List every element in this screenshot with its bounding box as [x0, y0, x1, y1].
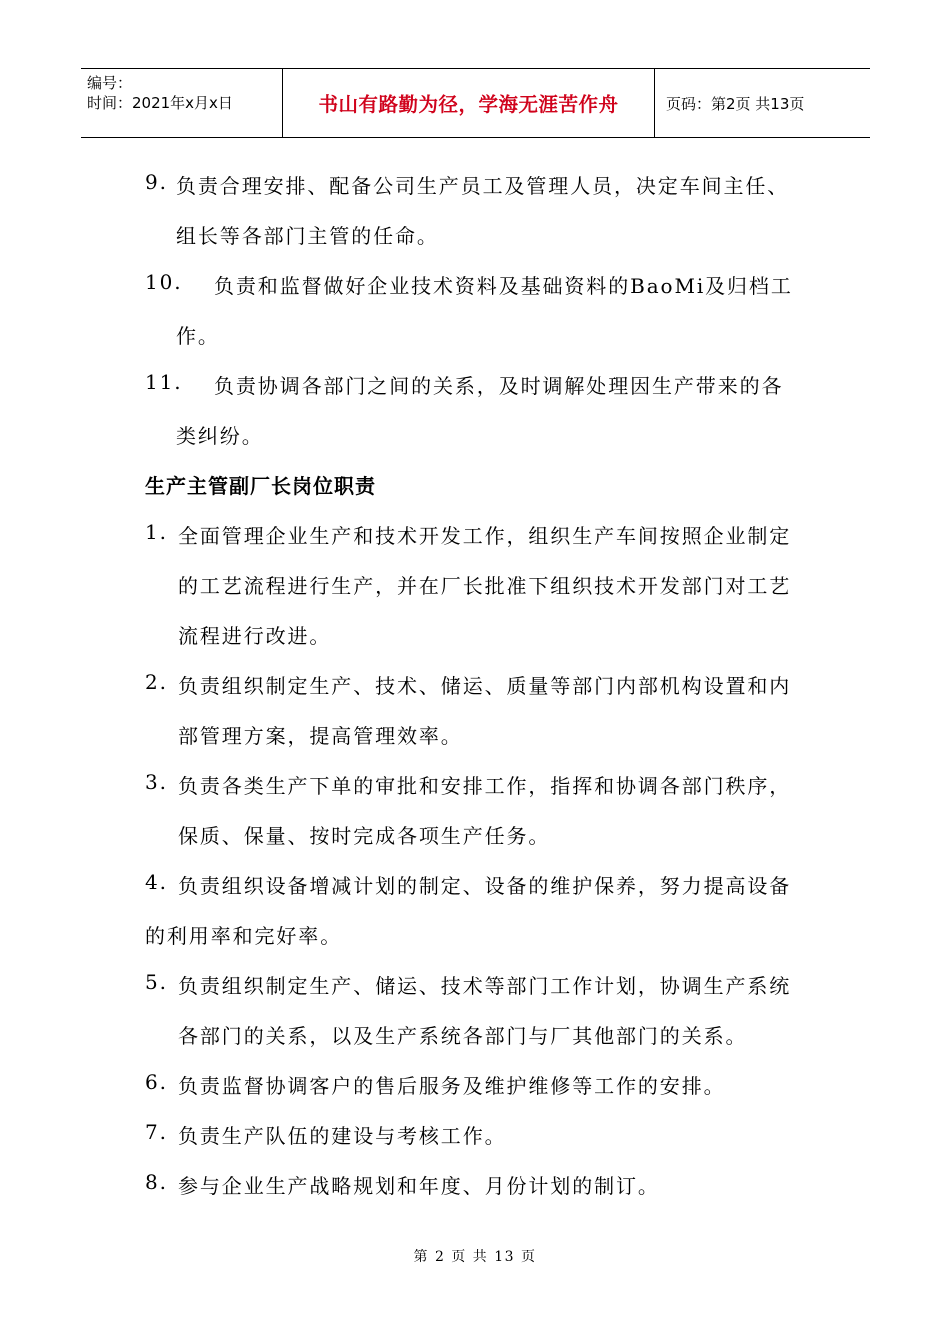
serial-number-label: 编号： — [87, 74, 133, 92]
page-footer: 第 2 页 共 13 页 — [413, 1249, 537, 1265]
list-item-text: 全面管理企业生产和技术开发工作，组织生产车间按照企业制定 — [178, 524, 792, 548]
header-divider — [654, 69, 655, 137]
list-item-number: 4. — [145, 870, 168, 894]
list-item-text: 参与企业生产战略规划和年度、月份计划的制订。 — [178, 1174, 660, 1198]
list-item-number: 2. — [145, 670, 168, 694]
list-item-text: 的工艺流程进行生产，并在厂长批准下组织技术开发部门对工艺 — [178, 574, 792, 598]
list-item-text: 负责协调各部门之间的关系，及时调解处理因生产带来的各 — [214, 374, 784, 398]
section-title: 生产主管副厂长岗位职责 — [145, 474, 376, 498]
list-item-text: 负责监督协调客户的售后服务及维护维修等工作的安排。 — [178, 1074, 726, 1098]
list-item-text: 作。 — [176, 324, 220, 348]
list-item-number: 10. — [145, 270, 183, 294]
list-item-number: 11. — [145, 370, 183, 394]
header-meta — [87, 73, 233, 113]
list-item-text: 负责各类生产下单的审批和安排工作，指挥和协调各部门秩序， — [178, 774, 792, 798]
list-item-text: 负责合理安排、配备公司生产员工及管理人员，决定车间主任、 — [176, 174, 790, 198]
list-item-text: 负责组织设备增减计划的制定、设备的维护保养，努力提高设备 — [178, 874, 792, 898]
header-motto: 书山有路勤为径，学海无涯苦作舟 — [318, 93, 619, 116]
list-item-number: 8. — [145, 1170, 168, 1194]
list-item-text: 负责组织制定生产、储运、技术等部门工作计划，协调生产系统 — [178, 974, 792, 998]
header-page-info: 页码：第2页 共13页 — [666, 95, 805, 113]
list-item-text: 保质、保量、按时完成各项生产任务。 — [178, 824, 551, 848]
list-item-text: 各部门的关系，以及生产系统各部门与厂其他部门的关系。 — [178, 1024, 748, 1048]
list-item-text: 负责生产队伍的建设与考核工作。 — [178, 1124, 507, 1148]
list-item-text: 流程进行改进。 — [178, 624, 332, 648]
list-item-number: 6. — [145, 1070, 168, 1094]
date-line: 时间：2021年x月x日 — [87, 94, 233, 112]
list-item-text: 负责和监督做好企业技术资料及基础资料的BaoMi及归档工 — [214, 274, 793, 298]
list-item-text: 组长等各部门主管的任命。 — [176, 224, 439, 248]
list-item-number: 5. — [145, 970, 168, 994]
list-item-text: 部管理方案，提高管理效率。 — [178, 724, 463, 748]
list-item-text: 的利用率和完好率。 — [145, 924, 343, 948]
list-item-number: 7. — [145, 1120, 168, 1144]
list-item-text: 负责组织制定生产、技术、储运、质量等部门内部机构设置和内 — [178, 674, 792, 698]
list-item-number: 9. — [145, 170, 168, 194]
document-header — [81, 68, 870, 138]
list-item-number: 1. — [145, 520, 168, 544]
list-item-number: 3. — [145, 770, 168, 794]
list-item-text: 类纠纷。 — [176, 424, 264, 448]
